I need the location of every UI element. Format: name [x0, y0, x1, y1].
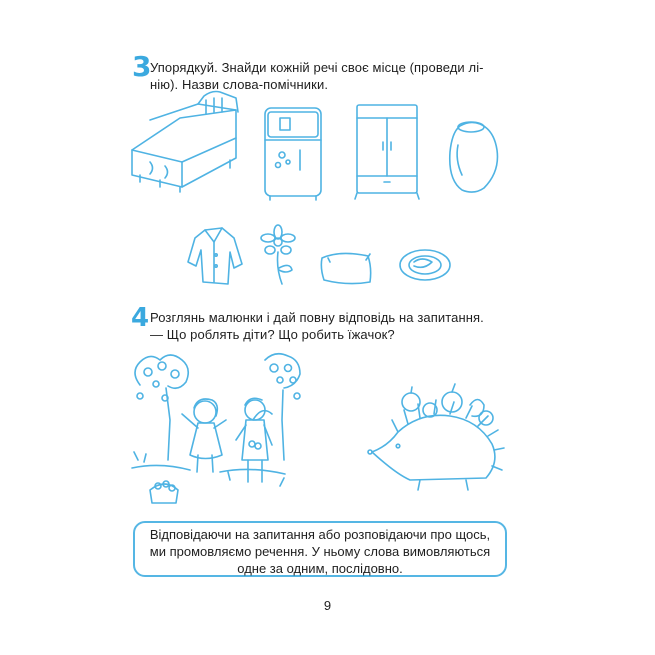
children-apples-illustration — [132, 354, 300, 503]
task-3-number: 3 — [132, 50, 152, 83]
task-3-line-2: нію). Назви слова-помічники. — [150, 77, 329, 92]
note-line-3: одне за одним, послідовно. — [237, 561, 403, 576]
note-line-2: ми промовляємо речення. У ньому слова вимовляються — [149, 544, 491, 559]
vase-illustration — [450, 122, 498, 192]
hedgehog-illustration — [368, 384, 504, 490]
flower-illustration — [261, 225, 295, 284]
pillow-illustration — [321, 253, 370, 283]
refrigerator-illustration — [265, 108, 321, 200]
task-3-line-1: Упорядкуй. Знайди кожній речі своє місце (проведи лі- — [150, 60, 484, 75]
rule-note-box — [133, 521, 507, 577]
bed-illustration — [132, 92, 238, 193]
wardrobe-illustration — [355, 105, 419, 199]
note-line-1: Відповідаючи на запитання або розповідаючи про щось, — [149, 527, 491, 542]
plate-illustration — [400, 250, 450, 280]
task-4-line-2: — Що роблять діти? Що робить їжачок? — [150, 327, 395, 342]
task-4-line-1: Розглянь малюнки і дай повну відповідь на запитання. — [150, 310, 484, 325]
task-4-number: 4 — [131, 303, 150, 333]
shirt-illustration — [188, 228, 242, 284]
page-number: 9 — [323, 598, 332, 613]
